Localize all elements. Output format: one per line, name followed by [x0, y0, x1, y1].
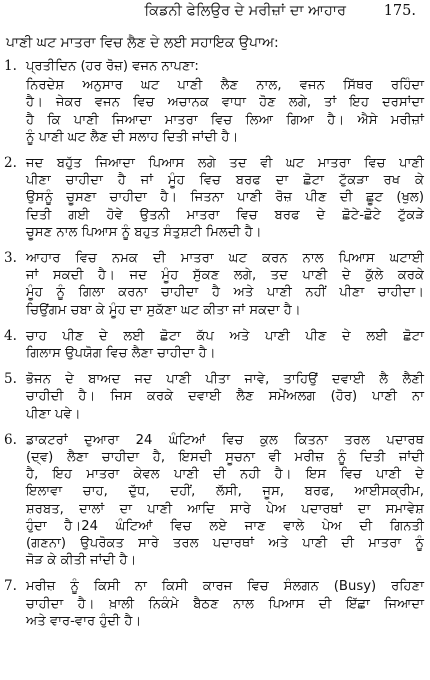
tip-line: ਜੋੜ ਕੇ ਕੀਤੀ ਜਾਂਦੀ ਹੈ।: [26, 553, 137, 569]
tip-number: 5.: [4, 371, 17, 388]
tip-line: ਦਿਤੀ ਗਈ ਹੋਵੇ ਉਤਨੀ ਮਾਤਰਾ ਵਿਚ ਬਰਫ ਦੇ ਛੋਟੇ-ਛੋਟੇ ਟੁੱਕੜੇ: [26, 207, 424, 223]
tip-line: ਚਾਹ ਪੀਣ ਦੇ ਲਈ ਛੋਟਾ ਕੱਪ ਅਤੇ ਪਾਣੀ ਪੀਣ ਦੇ ਲਈ ਛੋਟਾ: [26, 328, 424, 344]
tip-line: ਡਾਕਟਰਾਂ ਦੁਆਰਾ 24 ਘੰਟਿਆਂ ਵਿਚ ਕੁਲ ਕਿਤਨਾ ਤਰਲ ਪਦਾਰਥ: [26, 432, 424, 448]
tip-line: ਨੂੰ ਪਾਣੀ ਘਟ ਲੈਣ ਦੀ ਸਲਾਹ ਦਿਤੀ ਜਾਂਦੀ ਹੈ।: [26, 129, 239, 145]
tip-line: ਉਸਨੂੰ ਚੂਸਣਾ ਚਾਹੀਦਾ ਹੈ। ਜਿਤਨਾ ਪਾਣੀ ਰੋਜ਼ ਪੀਣ ਦੀ ਛੂਟ (ਖੁਲ): [26, 190, 424, 206]
tip-line: ਚਾਹੀਦਾ ਹੈ। ਖ਼ਾਲੀ ਨਿਕੰਮੇ ਬੈਠਣ ਨਾਲ ਪਿਆਸ ਦੀ ਇੱਛਾ ਜਿਆਦਾ: [26, 596, 424, 612]
tip-item: [4, 155, 424, 241]
running-header: [4, 0, 424, 28]
tip-line: ਮਰੀਜ਼ ਨੂੰ ਕਿਸੀ ਨਾ ਕਿਸੀ ਕਾਰਜ ਵਿਚ ਸੰਲਗਨ (Busy) ਰਹਿਣਾ: [26, 579, 424, 595]
tip-item: [4, 328, 424, 362]
tip-line: ਜਦ ਬਹੁੱਤ ਜਿਆਦਾ ਪਿਆਸ ਲਗੇ ਤਦ ਵੀ ਘਟ ਮਾਤਰਾ ਵਿਚ ਪਾਣੀ: [26, 156, 424, 172]
tip-line: ਗਿਲਾਸ ਉਪਯੋਗ ਵਿਚ ਲੈਣਾ ਚਾਹੀਦਾ ਹੈ।: [26, 346, 216, 362]
tip-title: ਪ੍ਰਤੀਦਿਨ (ਹਰ ਰੋਜ਼) ਵਜਨ ਨਾਪਣਾ:: [26, 59, 199, 74]
tip-line: ਚਿਉਂਗਮ ਚਬਾ ਕੇ ਮੂੰਹ ਦਾ ਸੁਕੱਣਾ ਘਟ ਕੀਤਾ ਜਾਂ ਸਕਦਾ ਹੈ।: [26, 302, 301, 318]
tip-line: ਆਹਾਰ ਵਿਚ ਨਮਕ ਦੀ ਮਾਤਰਾ ਘਟ ਕਰਨ ਨਾਲ ਪਿਆਸ ਘਟਾਈ: [26, 251, 424, 267]
tip-number: 1.: [4, 58, 17, 74]
tip-line: ਚੂਸਣ ਨਾਲ ਪਿਆਸ ਨੂੰ ਬਹੁਤ ਸੰਤੁਸ਼ਟੀ ਮਿਲਦੀ ਹੈ।: [26, 224, 262, 240]
tip-line: ਭੋਜਨ ਦੇ ਬਾਅਦ ਜਦ ਪਾਣੀ ਪੀਤਾ ਜਾਵੇ, ਤਾਹਿਉਂ ਦਵਾਈ ਲੈ ਲੈਣੀ: [26, 372, 424, 388]
tip-item: [4, 250, 424, 319]
running-title: ਕਿਡਨੀ ਫੇਲਿਉਰ ਦੇ ਮਰੀਜ਼ਾਂ ਦਾ ਆਹਾਰ: [144, 3, 346, 19]
tip-line: ਹੈ, ਇਹ ਮਾਤਰਾ ਕੇਵਲ ਪਾਣੀ ਦੀ ਨਹੀ ਹੈ। ਇਸ ਵਿਚ ਪਾਣੀ ਦੇ: [26, 467, 424, 483]
tip-line: ਜਾਂ ਸਕਦੀ ਹੈ। ਜਦ ਮੂੰਹ ਸੁੱਕਣ ਲਗੇ, ਤਦ ਪਾਣੀ ਦੇ ਕੁੱਲੇ ਕਰਕੇ: [26, 268, 424, 284]
tip-line: ਪੀਣਾ ਚਾਹੀਦਾ ਹੈ ਜਾਂ ਮੂੰਹ ਵਿਚ ਬਰਫ ਦਾ ਛੋਟਾ ਟੁੱਕੜਾ ਰਖ ਕੇ: [26, 173, 424, 189]
tip-item: [4, 578, 424, 630]
tip-number: 7.: [4, 578, 17, 595]
tip-line: ਹੈ। ਜੇਕਰ ਵਜਨ ਵਿਚ ਅਚਾਨਕ ਵਾਧਾ ਹੋਣ ਲਗੇ, ਤਾਂ ਇਹ ਦਰਸਾਂਦਾ: [26, 95, 424, 111]
tip-number: 6.: [4, 431, 17, 448]
tip-line: ਅਤੇ ਵਾਰ-ਵਾਰ ਹੁੰਦੀ ਹੈ।: [26, 613, 142, 629]
tip-item: [4, 58, 424, 146]
tip-line: (ਗਣਨਾ) ਉਪਰੋਕਤ ਸਾਰੇ ਤਰਲ ਪਦਾਰਥਾਂ ਅਤੇ ਪਾਣੀ ਦੀ ਮਾਤਰਾ ਨੂੰ: [26, 536, 424, 552]
tip-line: ਪੀਣਾ ਪਵੇ।: [26, 406, 81, 422]
tip-number: 2.: [4, 155, 17, 172]
tips-list: [4, 58, 424, 630]
tip-line: ਨਿਰਦੇਸ਼ ਅਨੁਸਾਰ ਘਟ ਪਾਣੀ ਲੈਣ ਨਾਲ, ਵਜਨ ਸਿੱਥਰ ਰਹਿੰਦਾ: [26, 78, 424, 94]
tip-number: 4.: [4, 327, 17, 344]
tip-item: [4, 432, 424, 570]
section-heading: ਪਾਣੀ ਘਟ ਮਾਤਰਾ ਵਿਚ ਲੈਣ ਦੇ ਲਈ ਸਹਾਇਕ ਉਪਾਅ:: [6, 35, 279, 51]
tip-line: ਇਲਾਵਾ ਚਾਹ, ਦੁੱਧ, ਦਹੀਂ, ਲੱਸੀ, ਜੂਸ, ਬਰਫ, ਆਈਸਕ੍ਰੀਮ,: [26, 484, 424, 500]
tip-item: [4, 371, 424, 423]
tip-body: [26, 77, 424, 146]
tip-line: ਚਾਹੀਦੀ ਹੈ। ਜਿਸ ਕਰਕੇ ਦਵਾਈ ਲੈਣ ਸਮੇਂਅਲਗ (ਹੋਰ) ਪਾਣੀ ਨਾ: [26, 389, 424, 405]
page-number: 175.: [383, 3, 416, 19]
tip-line: ਹੁੰਦਾ ਹੈ।24 ਘੰਟਿਆਂ ਵਿਚ ਲਏ ਜਾਣ ਵਾਲੇ ਪੇਅ ਦੀ ਗਿਨਤੀ: [26, 518, 424, 534]
tip-line: ਮੂੰਹ ਨੂੰ ਗਿਲਾ ਕਰਨਾ ਚਾਹੀਦਾ ਹੈ ਅਤੇ ਪਾਣੀ ਨਹੀਂ ਪੀਣਾ ਚਾਹੀਦਾ।: [26, 285, 424, 301]
tip-line: (ਦ੍ਵ) ਲੈਣਾ ਚਾਹੀਦਾ ਹੈ, ਇਸਦੀ ਸੂਚਨਾ ਵੀ ਮਰੀਜ਼ ਨੂੰ ਦਿਤੀ ਜਾਂਦੀ: [26, 450, 424, 466]
tip-line: ਸ਼ਰਬਤ, ਦਾਲਾਂ ਦਾ ਪਾਣੀ ਆਦਿ ਸਾਰੇ ਪੇਅ ਪਦਾਰਥਾਂ ਦਾ ਸਮਾਵੇਸ਼: [26, 501, 424, 517]
tip-line: ਹੈ ਕਿ ਪਾਣੀ ਜਿਆਦਾ ਮਾਤਰਾ ਵਿਚ ਲਿਆ ਗਿਆ ਹੈ। ਐਸੇ ਮਰੀਜ਼ਾਂ: [26, 112, 424, 128]
tip-number: 3.: [4, 250, 17, 267]
